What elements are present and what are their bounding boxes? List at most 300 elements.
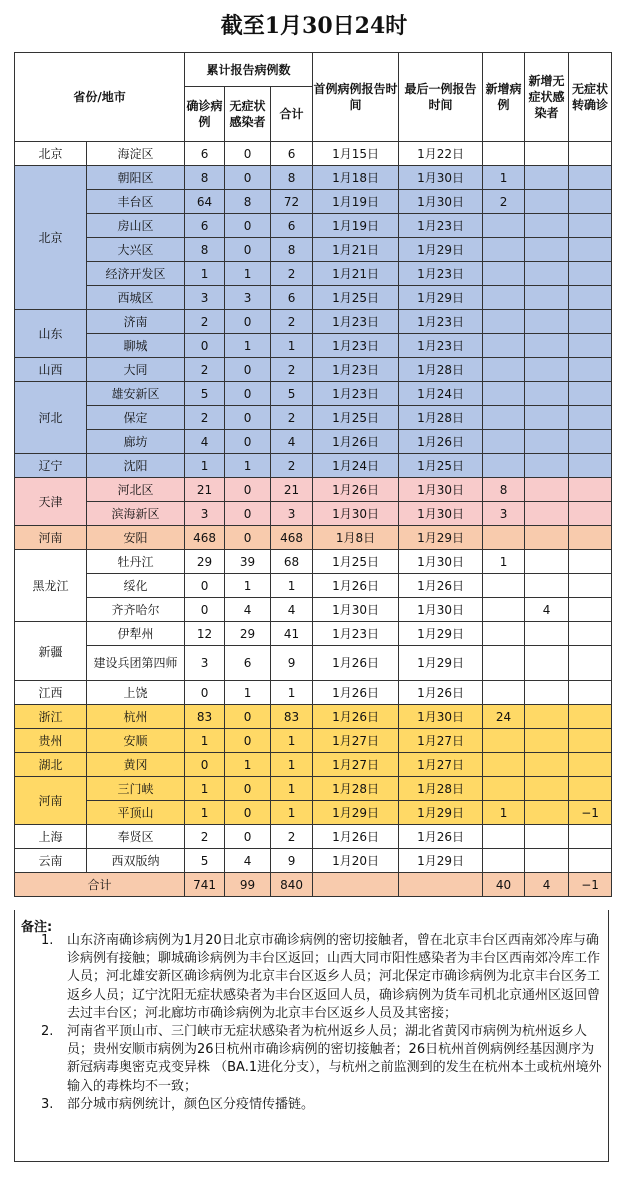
new-asym-cell (525, 705, 569, 729)
asym-cell: 1 (225, 753, 271, 777)
city-cell: 奉贤区 (87, 825, 185, 849)
confirmed-cell: 6 (185, 214, 225, 238)
confirmed-cell: 21 (185, 478, 225, 502)
first-time-cell: 1月23日 (313, 622, 399, 646)
asym-cell: 0 (225, 382, 271, 406)
total-cell: 9 (271, 849, 313, 873)
asym-to-confirmed-cell (569, 406, 612, 430)
province-cell: 天津 (15, 478, 87, 526)
asym-to-confirmed-cell (569, 526, 612, 550)
table-row (15, 406, 612, 430)
last-time-cell: 1月30日 (399, 502, 483, 526)
table-row (15, 478, 612, 502)
asym-cell: 4 (225, 849, 271, 873)
table-row (15, 526, 612, 550)
total-cell: 72 (271, 190, 313, 214)
last-time-cell: 1月30日 (399, 550, 483, 574)
new-asym-cell (525, 382, 569, 406)
asym-to-confirmed-cell (569, 574, 612, 598)
asym-cell: 1 (225, 574, 271, 598)
confirmed-cell: 64 (185, 190, 225, 214)
new-asym-cell (525, 801, 569, 825)
total-cell: 1 (271, 681, 313, 705)
last-time-cell: 1月29日 (399, 646, 483, 681)
new-asym-cell (525, 310, 569, 334)
province-cell: 江西 (15, 681, 87, 705)
table-row (15, 262, 612, 286)
first-time-cell: 1月30日 (313, 598, 399, 622)
confirmed-cell: 1 (185, 777, 225, 801)
new-asym-cell (525, 262, 569, 286)
asym-to-confirmed-cell (569, 310, 612, 334)
asym-to-confirmed-cell (569, 646, 612, 681)
table-row (15, 358, 612, 382)
city-cell: 伊犁州 (87, 622, 185, 646)
first-time-cell: 1月23日 (313, 382, 399, 406)
first-time-cell: 1月28日 (313, 777, 399, 801)
asym-to-confirmed-cell (569, 681, 612, 705)
note-text: 河南省平顶山市、三门峡市无症状感染者为杭州返乡人员；湖北省黄冈市病例为杭州返乡人员；贵州安顺市病例为26日杭州市确诊病例的密切接触者；26日杭州首例病例经基因测序为新冠病毒奥密克戎变异株 （BA.1进化分支），与杭州之前监测到的发生在杭州本土或杭州境外输入的毒株均不一致； (67, 1024, 602, 1094)
city-cell: 河北区 (87, 478, 185, 502)
confirmed-cell: 6 (185, 142, 225, 166)
first-time-cell: 1月30日 (313, 502, 399, 526)
asym-cell: 0 (225, 406, 271, 430)
new-asym-cell (525, 454, 569, 478)
city-cell: 三门峡 (87, 777, 185, 801)
first-time-cell: 1月25日 (313, 550, 399, 574)
confirmed-cell: 2 (185, 310, 225, 334)
city-cell: 西双版纳 (87, 849, 185, 873)
table-row (15, 729, 612, 753)
city-cell: 雄安新区 (87, 382, 185, 406)
confirmed-cell: 0 (185, 598, 225, 622)
asym-to-confirmed-cell (569, 430, 612, 454)
new-asym-cell (525, 849, 569, 873)
new-cases-cell: 1 (483, 550, 525, 574)
first-time-cell: 1月21日 (313, 238, 399, 262)
table-row (15, 777, 612, 801)
new-cases-cell (483, 238, 525, 262)
last-time-cell: 1月23日 (399, 262, 483, 286)
first-time-cell: 1月8日 (313, 526, 399, 550)
province-cell: 上海 (15, 825, 87, 849)
table-row (15, 238, 612, 262)
last-time-cell: 1月23日 (399, 334, 483, 358)
new-cases-cell: 8 (483, 478, 525, 502)
asym-to-confirmed-cell (569, 190, 612, 214)
asym-cell: 0 (225, 358, 271, 382)
first-time-cell: 1月23日 (313, 358, 399, 382)
last-time-cell: 1月29日 (399, 286, 483, 310)
table-row (15, 166, 612, 190)
province-cell: 河南 (15, 526, 87, 550)
notes-title: 备注: (21, 920, 53, 935)
new-cases-cell (483, 454, 525, 478)
notes-list (41, 932, 603, 1114)
province-cell: 云南 (15, 849, 87, 873)
new-cases-cell (483, 382, 525, 406)
new-cases-cell (483, 310, 525, 334)
city-cell: 丰台区 (87, 190, 185, 214)
confirmed-cell: 1 (185, 801, 225, 825)
total-confirmed: 741 (185, 873, 225, 897)
city-cell: 滨海新区 (87, 502, 185, 526)
asym-cell: 39 (225, 550, 271, 574)
note-item (41, 1023, 603, 1096)
asym-to-confirmed-cell (569, 729, 612, 753)
table-row (15, 681, 612, 705)
new-asym-cell (525, 214, 569, 238)
table-row (15, 825, 612, 849)
asym-to-confirmed-cell (569, 358, 612, 382)
new-cases-cell: 3 (483, 502, 525, 526)
last-time-cell: 1月30日 (399, 190, 483, 214)
asym-cell: 6 (225, 646, 271, 681)
asym-cell: 1 (225, 681, 271, 705)
total-label: 合计 (15, 873, 185, 897)
header-total: 合计 (271, 87, 313, 142)
new-cases-cell (483, 334, 525, 358)
total-cell: 2 (271, 262, 313, 286)
first-time-cell: 1月21日 (313, 262, 399, 286)
note-text: 部分城市病例统计，颜色区分疫情传播链。 (67, 1096, 315, 1112)
table-row (15, 753, 612, 777)
first-time-cell: 1月26日 (313, 574, 399, 598)
asym-cell: 1 (225, 334, 271, 358)
confirmed-cell: 0 (185, 334, 225, 358)
new-cases-cell (483, 681, 525, 705)
confirmed-cell: 3 (185, 286, 225, 310)
first-time-cell: 1月27日 (313, 729, 399, 753)
new-cases-cell (483, 526, 525, 550)
header-first-time: 首例病例报告时间 (313, 53, 399, 142)
new-asym-cell (525, 526, 569, 550)
confirmed-cell: 12 (185, 622, 225, 646)
confirmed-cell: 0 (185, 753, 225, 777)
header-asym-to-confirmed: 无症状转确诊 (569, 53, 612, 142)
confirmed-cell: 2 (185, 825, 225, 849)
confirmed-cell: 8 (185, 238, 225, 262)
first-time-cell: 1月26日 (313, 478, 399, 502)
asym-to-confirmed-cell (569, 705, 612, 729)
table-row (15, 310, 612, 334)
province-cell: 浙江 (15, 705, 87, 729)
total-new-cases: 40 (483, 873, 525, 897)
last-time-cell: 1月26日 (399, 681, 483, 705)
confirmed-cell: 29 (185, 550, 225, 574)
city-cell: 保定 (87, 406, 185, 430)
table-row (15, 286, 612, 310)
city-cell: 廊坊 (87, 430, 185, 454)
last-time-cell: 1月22日 (399, 142, 483, 166)
total-cell: 9 (271, 646, 313, 681)
province-cell: 北京 (15, 166, 87, 310)
new-asym-cell (525, 502, 569, 526)
asym-cell: 0 (225, 238, 271, 262)
asym-cell: 0 (225, 166, 271, 190)
asym-to-confirmed-cell (569, 502, 612, 526)
asym-to-confirmed-cell (569, 166, 612, 190)
table-row (15, 801, 612, 825)
first-time-cell: 1月26日 (313, 646, 399, 681)
note-item (41, 1096, 603, 1114)
total-cell: 2 (271, 358, 313, 382)
page-title: 截至1月30日24时 (220, 13, 408, 39)
table-row (15, 598, 612, 622)
new-cases-cell (483, 142, 525, 166)
last-time-cell: 1月24日 (399, 382, 483, 406)
last-time-cell: 1月30日 (399, 478, 483, 502)
last-time-cell: 1月23日 (399, 310, 483, 334)
confirmed-cell: 1 (185, 729, 225, 753)
last-time-cell: 1月23日 (399, 214, 483, 238)
first-time-cell: 1月18日 (313, 166, 399, 190)
province-cell: 山西 (15, 358, 87, 382)
note-number: 2. (41, 1024, 54, 1040)
new-asym-cell (525, 478, 569, 502)
confirmed-cell: 5 (185, 382, 225, 406)
province-cell: 贵州 (15, 729, 87, 753)
total-sum: 840 (271, 873, 313, 897)
total-cell: 6 (271, 142, 313, 166)
city-cell: 大兴区 (87, 238, 185, 262)
new-cases-cell: 1 (483, 801, 525, 825)
city-cell: 经济开发区 (87, 262, 185, 286)
confirmed-cell: 1 (185, 262, 225, 286)
last-time-cell: 1月28日 (399, 777, 483, 801)
last-time-cell: 1月30日 (399, 166, 483, 190)
header-region: 省份/地市 (15, 53, 185, 142)
confirmed-cell: 8 (185, 166, 225, 190)
first-time-cell: 1月23日 (313, 334, 399, 358)
asym-cell: 3 (225, 286, 271, 310)
new-cases-cell (483, 574, 525, 598)
first-time-cell: 1月26日 (313, 430, 399, 454)
city-cell: 聊城 (87, 334, 185, 358)
first-time-cell: 1月23日 (313, 310, 399, 334)
total-cell: 2 (271, 310, 313, 334)
header-last-time: 最后一例报告时间 (399, 53, 483, 142)
first-time-cell: 1月26日 (313, 681, 399, 705)
new-asym-cell (525, 166, 569, 190)
total-cell: 1 (271, 574, 313, 598)
province-cell: 新疆 (15, 622, 87, 681)
asym-to-confirmed-cell: −1 (569, 801, 612, 825)
total-cell: 2 (271, 406, 313, 430)
confirmed-cell: 5 (185, 849, 225, 873)
last-time-cell: 1月26日 (399, 825, 483, 849)
asym-to-confirmed-cell (569, 478, 612, 502)
city-cell: 上饶 (87, 681, 185, 705)
new-asym-cell (525, 574, 569, 598)
total-cell: 5 (271, 382, 313, 406)
total-last-time (399, 873, 483, 897)
new-asym-cell (525, 286, 569, 310)
table-row (15, 574, 612, 598)
new-cases-cell: 2 (483, 190, 525, 214)
asym-to-confirmed-cell (569, 334, 612, 358)
last-time-cell: 1月29日 (399, 238, 483, 262)
city-cell: 平顶山 (87, 801, 185, 825)
table-row (15, 430, 612, 454)
new-cases-cell (483, 406, 525, 430)
asym-cell: 0 (225, 502, 271, 526)
confirmed-cell: 2 (185, 358, 225, 382)
city-cell: 建设兵团第四师 (87, 646, 185, 681)
city-cell: 西城区 (87, 286, 185, 310)
city-cell: 房山区 (87, 214, 185, 238)
new-cases-cell (483, 358, 525, 382)
asym-cell: 0 (225, 729, 271, 753)
first-time-cell: 1月19日 (313, 190, 399, 214)
new-asym-cell (525, 777, 569, 801)
total-cell: 68 (271, 550, 313, 574)
asym-cell: 0 (225, 214, 271, 238)
asym-to-confirmed-cell (569, 550, 612, 574)
city-cell: 绥化 (87, 574, 185, 598)
total-cell: 2 (271, 825, 313, 849)
province-cell: 河北 (15, 382, 87, 454)
asym-to-confirmed-cell (569, 777, 612, 801)
province-cell: 湖北 (15, 753, 87, 777)
new-cases-cell (483, 729, 525, 753)
notes-box (14, 910, 609, 1162)
province-cell: 山东 (15, 310, 87, 358)
new-cases-cell (483, 286, 525, 310)
city-cell: 海淀区 (87, 142, 185, 166)
new-asym-cell (525, 358, 569, 382)
header-cumulative: 累计报告病例数 (185, 53, 313, 87)
table-row (15, 622, 612, 646)
new-cases-cell (483, 214, 525, 238)
new-cases-cell: 24 (483, 705, 525, 729)
first-time-cell: 1月19日 (313, 214, 399, 238)
new-cases-cell (483, 598, 525, 622)
total-cell: 3 (271, 502, 313, 526)
asym-cell: 0 (225, 478, 271, 502)
last-time-cell: 1月30日 (399, 598, 483, 622)
total-cell: 4 (271, 598, 313, 622)
last-time-cell: 1月30日 (399, 705, 483, 729)
total-cell: 2 (271, 454, 313, 478)
asym-cell: 0 (225, 430, 271, 454)
header-new-asym: 新增无症状感染者 (525, 53, 569, 142)
city-cell: 济南 (87, 310, 185, 334)
last-time-cell: 1月26日 (399, 430, 483, 454)
new-asym-cell: 4 (525, 598, 569, 622)
new-cases-cell (483, 262, 525, 286)
table-row (15, 190, 612, 214)
province-cell: 黑龙江 (15, 550, 87, 622)
first-time-cell: 1月20日 (313, 849, 399, 873)
asym-cell: 0 (225, 825, 271, 849)
city-cell: 安阳 (87, 526, 185, 550)
asym-to-confirmed-cell (569, 753, 612, 777)
confirmed-cell: 4 (185, 430, 225, 454)
confirmed-cell: 3 (185, 646, 225, 681)
total-cell: 83 (271, 705, 313, 729)
total-cell: 4 (271, 430, 313, 454)
table-row (15, 214, 612, 238)
confirmed-cell: 83 (185, 705, 225, 729)
table-row (15, 502, 612, 526)
new-asym-cell (525, 334, 569, 358)
header-asymptomatic: 无症状感染者 (225, 87, 271, 142)
total-cell: 1 (271, 729, 313, 753)
asym-to-confirmed-cell (569, 286, 612, 310)
new-asym-cell (525, 753, 569, 777)
city-cell: 沈阳 (87, 454, 185, 478)
asym-to-confirmed-cell (569, 825, 612, 849)
province-cell: 北京 (15, 142, 87, 166)
asym-cell: 0 (225, 310, 271, 334)
note-item (41, 932, 603, 1023)
asym-cell: 0 (225, 777, 271, 801)
total-cell: 6 (271, 214, 313, 238)
new-asym-cell (525, 825, 569, 849)
table-row (15, 849, 612, 873)
province-cell: 河南 (15, 777, 87, 825)
asym-cell: 1 (225, 262, 271, 286)
new-cases-cell (483, 430, 525, 454)
last-time-cell: 1月29日 (399, 622, 483, 646)
new-cases-cell: 1 (483, 166, 525, 190)
city-cell: 杭州 (87, 705, 185, 729)
new-asym-cell (525, 142, 569, 166)
confirmed-cell: 1 (185, 454, 225, 478)
last-time-cell: 1月25日 (399, 454, 483, 478)
total-cell: 41 (271, 622, 313, 646)
confirmed-cell: 0 (185, 574, 225, 598)
asym-cell: 4 (225, 598, 271, 622)
last-time-cell: 1月26日 (399, 574, 483, 598)
total-cell: 1 (271, 801, 313, 825)
last-time-cell: 1月29日 (399, 801, 483, 825)
total-first-time (313, 873, 399, 897)
city-cell: 朝阳区 (87, 166, 185, 190)
header-new-cases: 新增病例 (483, 53, 525, 142)
province-cell: 辽宁 (15, 454, 87, 478)
total-asym: 99 (225, 873, 271, 897)
confirmed-cell: 0 (185, 681, 225, 705)
last-time-cell: 1月28日 (399, 406, 483, 430)
city-cell: 黄冈 (87, 753, 185, 777)
total-cell: 468 (271, 526, 313, 550)
total-cell: 21 (271, 478, 313, 502)
case-table (14, 52, 612, 897)
table-row (15, 454, 612, 478)
first-time-cell: 1月25日 (313, 406, 399, 430)
confirmed-cell: 3 (185, 502, 225, 526)
asym-to-confirmed-cell (569, 238, 612, 262)
total-row (15, 873, 612, 897)
new-cases-cell (483, 825, 525, 849)
new-cases-cell (483, 646, 525, 681)
total-cell: 1 (271, 334, 313, 358)
asym-cell: 0 (225, 801, 271, 825)
asym-cell: 0 (225, 526, 271, 550)
header-confirmed: 确诊病例 (185, 87, 225, 142)
new-asym-cell (525, 622, 569, 646)
new-asym-cell (525, 430, 569, 454)
asym-to-confirmed-cell (569, 622, 612, 646)
asym-to-confirmed-cell (569, 454, 612, 478)
asym-to-confirmed-cell (569, 849, 612, 873)
first-time-cell: 1月27日 (313, 753, 399, 777)
new-cases-cell (483, 777, 525, 801)
last-time-cell: 1月28日 (399, 358, 483, 382)
last-time-cell: 1月27日 (399, 729, 483, 753)
